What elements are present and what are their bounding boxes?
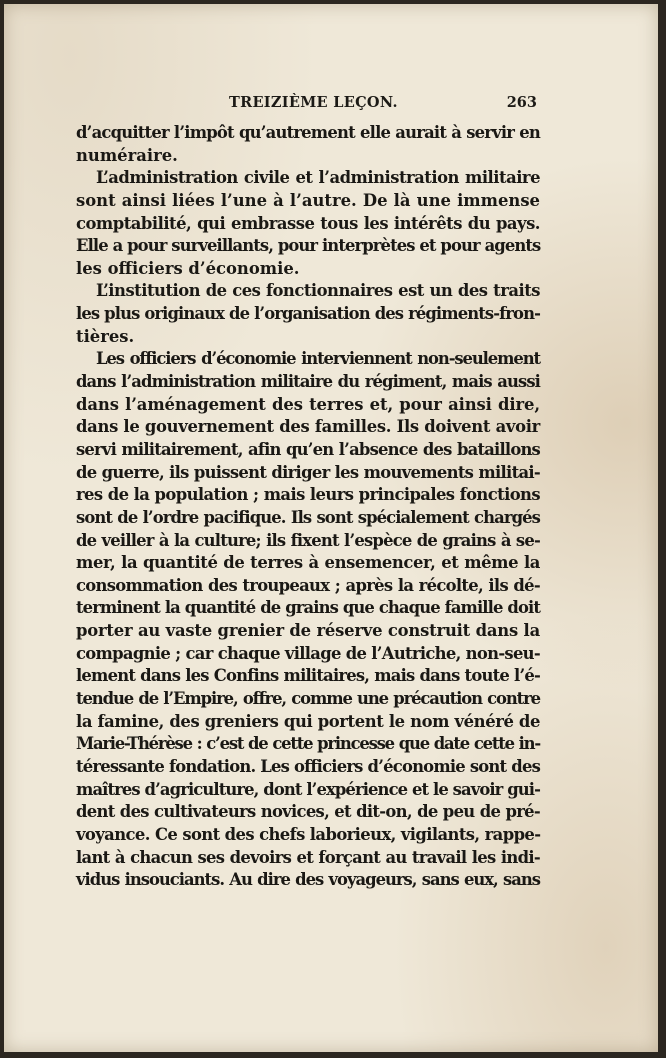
book-page [4,4,658,1052]
text-line: L’administration civile et l’administration militaire [96,168,540,188]
text-line: Marie-Thérèse : c’est de cette princesse que date cette in- [76,734,540,754]
text-line: la famine, des greniers qui portent le nom vénéré de [76,711,540,731]
text-line: terminent la quantité de grains que chaque famille doit [76,598,540,618]
text-line: sont de l’ordre pacifique. Ils sont spécialement chargés [76,507,540,527]
running-header [81,94,537,116]
text-line: L’institution de ces fonctionnaires est un des traits [96,281,540,301]
text-line: de veiller à la culture; ils fixent l’espèce de grains à se- [76,530,540,550]
text-line: porter au vaste grenier de réserve construit dans la [76,621,540,641]
text-line: numéraire. [76,145,178,165]
text-line: de guerre, ils puissent diriger les mouvements militai- [76,462,540,482]
text-line: dans l’administration militaire du régiment, mais aussi [76,372,540,392]
text-line: voyance. Ce sont des chefs laborieux, vigilants, rappe- [76,824,541,844]
text-line: tendue de l’Empire, offre, comme une précaution contre [76,689,540,709]
text-line: comptabilité, qui embrasse tous les intérêts du pays. [76,213,540,233]
text-line: Elle a pour surveillants, pour interprètes et pour agents [76,236,541,256]
text-line: mer, la quantité de terres à ensemencer, et même la [76,553,540,573]
text-line: dans l’aménagement des terres et, pour ainsi dire, [76,394,540,414]
text-line: compagnie ; car chaque village de l’Autriche, non-seu- [76,643,540,663]
body-text [76,122,540,892]
text-line: sont ainsi liées l’une à l’autre. De là une immense [76,190,540,210]
text-line: téressante fondation. Les officiers d’économie sont des [76,756,540,776]
text-line: consommation des troupeaux ; après la récolte, ils dé- [76,575,540,595]
chapter-title: TREIZIÈME LEÇON. [229,94,398,111]
text-line: dent des cultivateurs novices, et dit-on, de peu de pré- [76,802,540,822]
text-line: les officiers d’économie. [76,258,300,278]
text-line: Les officiers d’économie interviennent non-seulement [96,349,540,369]
page-number: 263 [506,94,537,111]
text-line: servi militairement, afin qu’en l’absence des bataillons [76,439,540,459]
text-line: tières. [76,326,135,346]
text-line: res de la population ; mais leurs principales fonctions [76,485,540,505]
text-line: vidus insouciants. Au dire des voyageurs, sans eux, sans [76,870,540,890]
text-line: les plus originaux de l’organisation des régiments-fron- [76,304,540,324]
text-line: lement dans les Confins militaires, mais dans toute l’é- [76,666,540,686]
text-line: lant à chacun ses devoirs et forçant au travail les indi- [76,847,540,867]
text-line: maîtres d’agriculture, dont l’expérience et le savoir gui- [76,779,541,799]
text-line: d’acquitter l’impôt qu’autrement elle aurait à servir en [76,123,540,142]
text-line: dans le gouvernement des familles. Ils doivent avoir [76,417,541,437]
